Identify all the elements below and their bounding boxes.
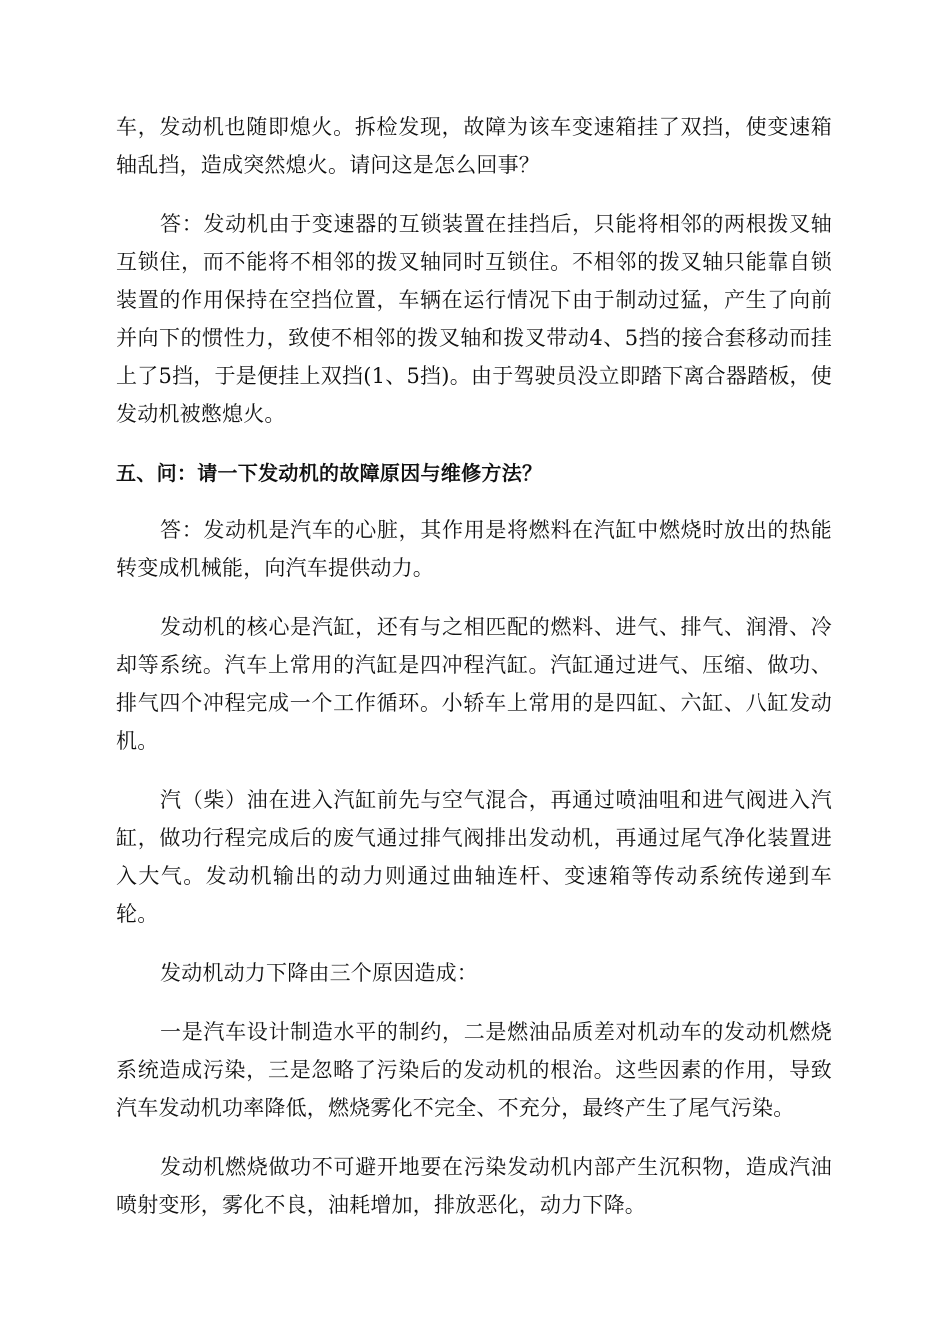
- section-heading: 五、问：请一下发动机的故障原因与维修方法？: [116, 461, 543, 485]
- paragraph-answer-gearbox: 答：发动机由于变速器的互锁装置在挂挡后，只能将相邻的两根拨叉轴互锁住，而不能将不相邻的拨叉轴同时互锁住。不相邻的拨叉轴只能靠自锁装置的作用保持在空挡位置，车辆在运行情况下由于制动过猛，产生了向前并向下的惯性力，致使不相邻的拨叉轴和拨叉带动4、5挡的接合套移动而挂上了5挡，于是便挂上双挡(1、5挡)。由于驾驶员没立即踏下离合器踏板，使发动机被憋熄火。: [116, 212, 832, 426]
- paragraph-continued: 车，发动机也随即熄火。拆检发现，故障为该车变速箱挂了双挡，使变速箱轴乱挡，造成突然熄火。请问这是怎么回事？: [116, 115, 832, 177]
- paragraph-cylinder: 发动机的核心是汽缸，还有与之相匹配的燃料、进气、排气、润滑、冷却等系统。汽车上常用的汽缸是四冲程汽缸。汽缸通过进气、压缩、做功、排气四个冲程完成一个工作循环。小轿车上常用的是四缸、六缸、八缸发动机。: [116, 615, 832, 753]
- paragraph-answer-engine: 答：发动机是汽车的心脏，其作用是将燃料在汽缸中燃烧时放出的热能转变成机械能，向汽车提供动力。: [116, 518, 832, 580]
- paragraph-three-causes: 一是汽车设计制造水平的制约，二是燃油品质差对机动车的发动机燃烧系统造成污染，三是忽略了污染后的发动机的根治。这些因素的作用，导致汽车发动机功率降低，燃烧雾化不完全、不充分，最终产生了尾气污染。: [116, 1020, 832, 1120]
- paragraph-deposits: 发动机燃烧做功不可避开地要在污染发动机内部产生沉积物，造成汽油喷射变形，雾化不良，油耗增加，排放恶化，动力下降。: [116, 1155, 832, 1217]
- paragraph-power-loss: 发动机动力下降由三个原因造成：: [160, 961, 478, 985]
- document-body: [116, 108, 832, 1245]
- paragraph-fuel-flow: 汽（柴）油在进入汽缸前先与空气混合，再通过喷油咀和进气阀进入汽缸，做功行程完成后的废气通过排气阀排出发动机，再通过尾气净化装置进入大气。发动机输出的动力则通过曲轴连杆、变速箱等传动系统传递到车轮。: [116, 788, 832, 926]
